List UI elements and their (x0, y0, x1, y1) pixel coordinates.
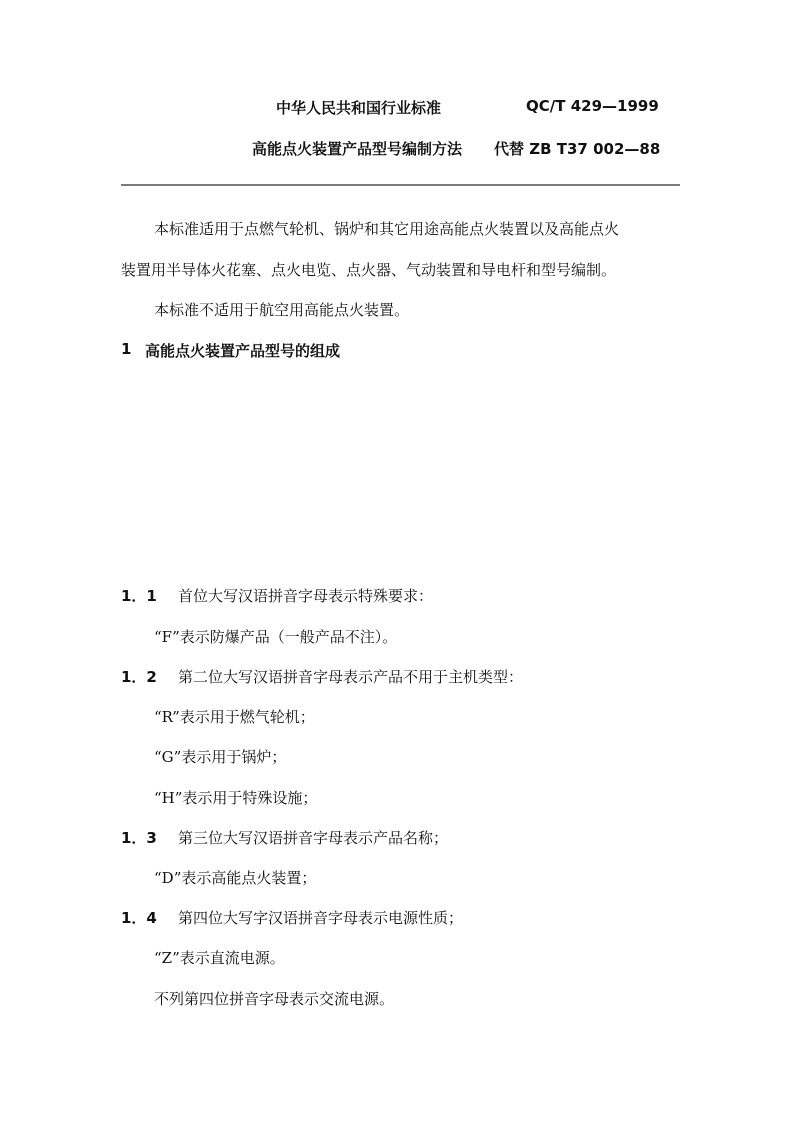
item-text: 首位大写汉语拼音字母表示特殊要求： (178, 587, 434, 605)
document-title: 高能点火装置产品型号编制方法 (252, 140, 463, 158)
item-sub-text: “F”表示防爆产品（一般产品不注）。 (154, 628, 398, 646)
section-title: 高能点火装置产品型号的组成 (145, 342, 341, 360)
item-number: 1．1 (121, 587, 157, 605)
section-number: 1 (121, 340, 132, 358)
intro-exclusion: 本标准不适用于航空用高能点火装置。 (154, 301, 410, 319)
item-number: 1．2 (121, 668, 157, 686)
item-sub-text: “D”表示高能点火装置； (154, 869, 317, 887)
standard-title: 中华人民共和国行业标准 (276, 99, 442, 117)
item-text: 第四位大写字汉语拼音字母表示电源性质； (178, 909, 464, 927)
header-divider (121, 184, 680, 186)
item-sub-text: “G”表示用于锅炉； (154, 748, 287, 766)
item-number: 1．4 (121, 909, 157, 927)
item-text: 第三位大写汉语拼音字母表示产品名称； (178, 829, 449, 847)
item-text: 第二位大写汉语拼音字母表示产品不用于主机类型： (178, 668, 524, 686)
item-number: 1．3 (121, 829, 157, 847)
item-sub-text: “R”表示用于燃气轮机； (154, 708, 315, 726)
intro-paragraph-line-2: 装置用半导体火花塞、点火电览、点火器、气动装置和导电杆和型号编制。 (121, 261, 617, 279)
item-sub-text: “Z”表示直流电源。 (154, 949, 285, 967)
item-sub-text: 不列第四位拼音字母表示交流电源。 (154, 990, 395, 1008)
item-sub-text: “H”表示用于特殊设施； (154, 789, 318, 807)
intro-paragraph-line-1: 本标准适用于点燃气轮机、锅炉和其它用途高能点火装置以及高能点火 (154, 220, 620, 238)
replaces-standard: 代替 ZB T37 002—88 (494, 140, 661, 158)
standard-code: QC/T 429—1999 (526, 97, 659, 115)
